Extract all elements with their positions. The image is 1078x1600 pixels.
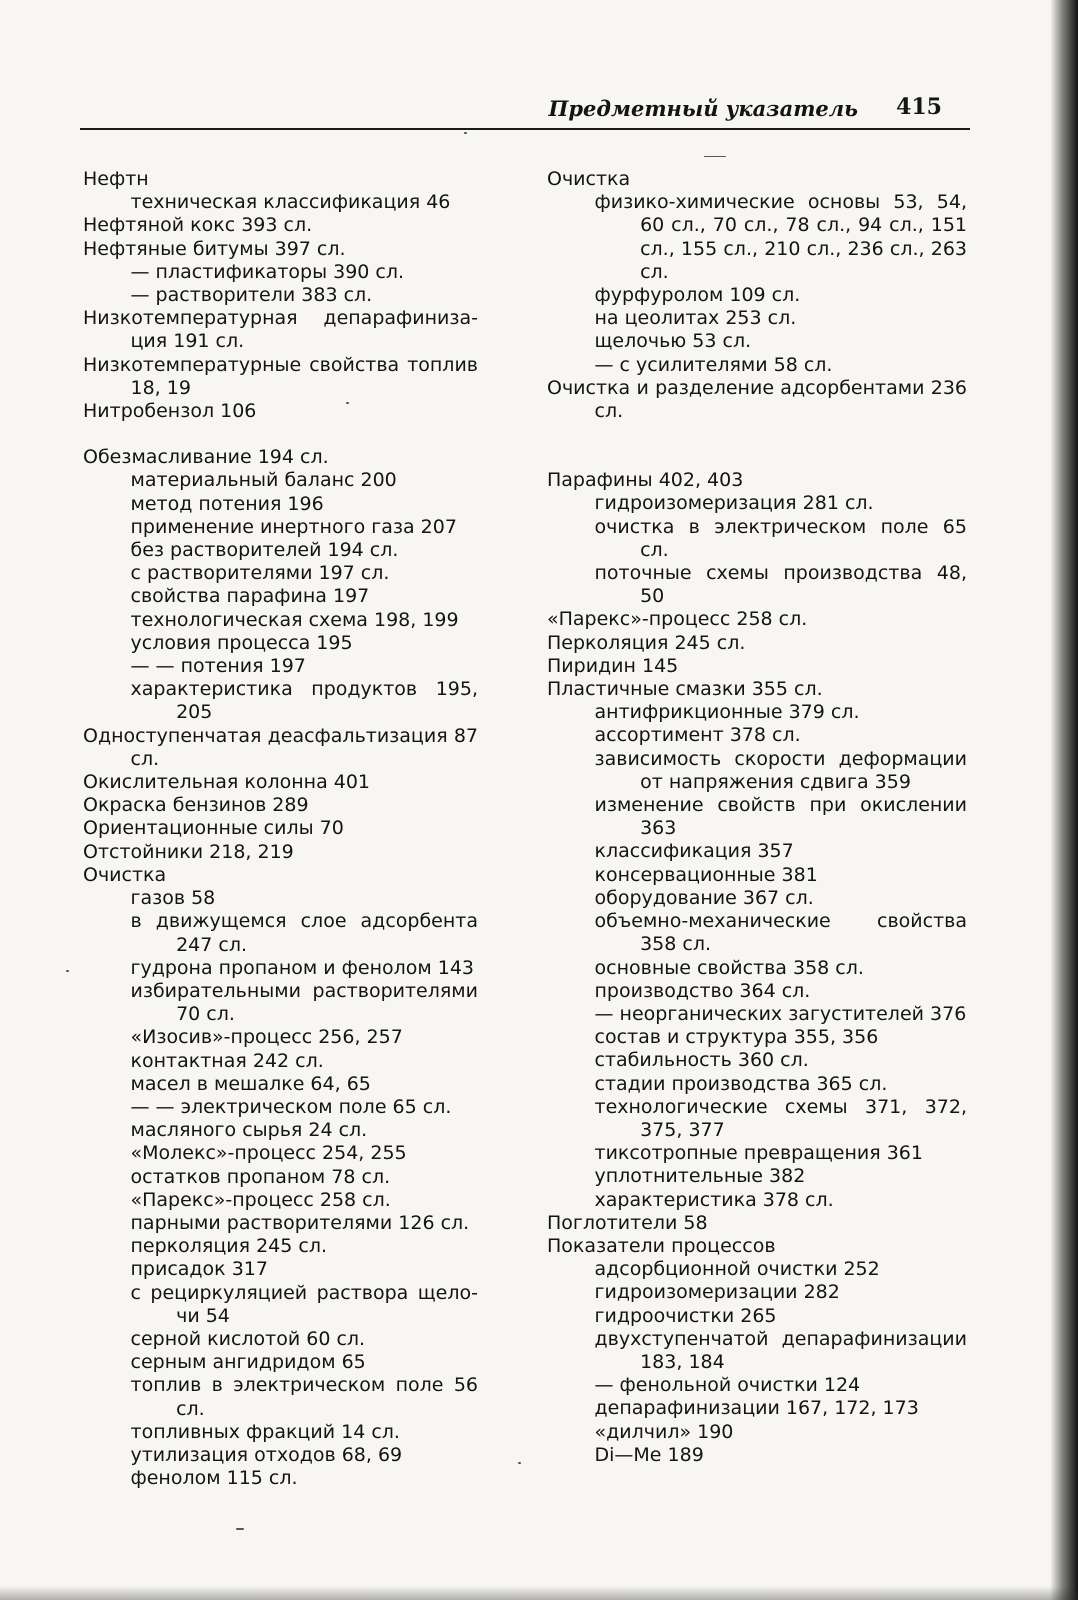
index-subentry: характеристика продуктов 195, 205 (130, 678, 478, 724)
index-subentry: утилизация отходов 68, 69 (130, 1443, 403, 1466)
index-subentry: уплотнительные 382 (594, 1165, 806, 1188)
index-subentry: стабильность 360 сл. (594, 1049, 809, 1072)
index-subentry: гидроизомеризация 281 сл. (594, 492, 874, 515)
index-subentry: масел в мешалке 64, 65 (130, 1072, 371, 1095)
index-heading: Показатели процессов (547, 1234, 776, 1257)
index-subentry: с растворителями 197 сл. (130, 562, 390, 585)
index-subentry: фенолом 115 сл. (130, 1467, 298, 1490)
index-subentry: «Парекс»-процесс 258 сл. (130, 1188, 391, 1211)
section-spacer (547, 423, 967, 469)
index-heading: Перколяция 245 сл. (547, 631, 746, 654)
scan-speck (66, 970, 69, 972)
index-subentry: контактная 242 сл. (130, 1049, 324, 1072)
index-subentry: с рециркуляцией раствора щелочи 54 (130, 1281, 478, 1327)
section-spacer (83, 423, 478, 446)
index-heading: Одноступенчатая деасфальтизация 87 сл. (83, 724, 478, 770)
index-subentry: применение инертного газа 207 (130, 515, 457, 538)
index-heading: Окраска бензинов 289 (83, 794, 309, 817)
index-subentry: перколяция 245 сл. (130, 1235, 328, 1258)
index-subentry: поточные схемы производства 48, 50 (594, 562, 967, 608)
index-heading: Очистка и разделение адсорбентами 236 сл. (547, 376, 967, 423)
index-subentry: присадок 317 (130, 1258, 268, 1281)
index-subentry: технологические схемы 371, 372, 375, 377 (594, 1095, 967, 1141)
index-subentry: классификация 357 (594, 840, 794, 863)
index-subentry: щелочью 53 сл. (594, 330, 752, 353)
index-subentry: антифрикционные 379 сл. (594, 701, 860, 724)
index-subentry: «дилчил» 190 (594, 1420, 734, 1443)
index-subentry: технологическая схема 198, 199 (130, 608, 459, 631)
index-heading: Низкотемпературные свойства топлив 18, 19 (83, 353, 478, 399)
scan-speck (518, 1462, 521, 1464)
index-subentry: серной кислотой 60 сл. (130, 1327, 366, 1350)
index-heading: Нефтяные битумы 397 сл. (83, 237, 346, 260)
index-subentry: парными растворителями 126 сл. (130, 1211, 470, 1234)
index-subentry: Di—Me 189 (594, 1443, 704, 1466)
index-subentry: двухступенчатой депарафинизации 183, 184 (594, 1327, 967, 1373)
page-number: 415 (896, 94, 942, 120)
index-subentry: тиксотропные превращения 361 (594, 1142, 923, 1165)
index-subentry: — растворители 383 сл. (130, 284, 373, 307)
index-subentry: ассортимент 378 сл. (594, 724, 801, 747)
index-subentry: объемно-механические свойства 358 сл. (594, 910, 967, 956)
index-subentry: метод потения 196 (130, 492, 324, 515)
index-heading: Нефтн (83, 168, 149, 190)
index-heading: Очистка (83, 863, 167, 886)
index-subentry: на цеолитах 253 сл. (594, 307, 797, 330)
index-subentry: — с усилителями 58 сл. (594, 353, 833, 376)
index-heading: Пиридин 145 (547, 654, 679, 677)
index-subentry: — — электрическом поле 65 сл. (130, 1095, 452, 1118)
scan-speck (346, 402, 349, 404)
index-heading: Ориентационные силы 70 (83, 817, 344, 840)
index-subentry: топливных фракций 14 сл. (130, 1420, 400, 1443)
index-heading: Поглотители 58 (547, 1211, 708, 1234)
index-subentry: — пластификаторы 390 сл. (130, 260, 405, 283)
index-subentry: основные свойства 358 сл. (594, 956, 864, 979)
page-edge-shadow (1050, 0, 1078, 1600)
index-subentry: адсорбционной очистки 252 (594, 1258, 880, 1281)
index-subentry: очистка в электрическом поле 65 сл. (594, 515, 967, 561)
index-heading: «Парекс»-процесс 258 сл. (547, 608, 808, 631)
index-column-left (83, 168, 478, 1490)
index-heading: Нитробензол 106 (83, 400, 257, 423)
index-heading: Низкотемпературная депарафинизация 191 сл. (83, 307, 478, 353)
index-column-right (547, 168, 967, 1467)
index-subentry: без растворителей 194 сл. (130, 539, 399, 562)
index-heading: Отстойники 218, 219 (83, 840, 294, 863)
scan-speck (236, 1528, 244, 1530)
index-heading: Парафины 402, 403 (547, 469, 744, 492)
index-subentry: «Изосив»-процесс 256, 257 (130, 1026, 403, 1049)
index-subentry: топлив в электрическом поле 56 сл. (130, 1374, 478, 1420)
index-heading: Нефтяной кокс 393 сл. (83, 214, 313, 237)
index-subentry: гудрона пропаном и фенолом 143 (130, 956, 475, 979)
index-subentry: масляного сырья 24 сл. (130, 1119, 368, 1142)
running-header (80, 94, 970, 130)
index-subentry: — неорганических загустителей 376 (594, 1002, 967, 1025)
index-subentry: материальный баланс 200 (130, 469, 397, 492)
index-subentry: техническая классификация 46 (130, 191, 451, 214)
index-subentry: избирательными растворителями 70 сл. (130, 979, 478, 1026)
index-subentry: «Молекс»-процесс 254, 255 (130, 1142, 407, 1165)
index-subentry: газов 58 (130, 887, 216, 910)
index-subentry: условия процесса 195 (130, 631, 353, 654)
index-subentry: физико-химические основы 53, 54, 60 сл., 70 сл., 78 сл., 94 сл., 151 сл., 155 сл., 210 сл., 236 сл., 263 сл. (594, 191, 967, 283)
index-subentry: фурфуролом 109 сл. (594, 284, 801, 307)
index-subentry: гидроизомеризации 282 (594, 1281, 840, 1304)
index-subentry: характеристика 378 сл. (594, 1188, 834, 1211)
index-subentry: производство 364 сл. (594, 979, 811, 1002)
index-subentry: серным ангидридом 65 (130, 1351, 366, 1374)
index-heading: Пластичные смазки 355 сл. (547, 678, 823, 701)
index-heading: Обезмасливание 194 сл. (83, 446, 329, 469)
index-subentry: консервационные 381 (594, 863, 818, 886)
index-subentry: — — потения 197 (130, 655, 306, 678)
index-subentry: свойства парафина 197 (130, 585, 370, 608)
scan-speck (464, 132, 467, 134)
index-subentry: стадии производства 365 сл. (594, 1072, 888, 1095)
running-header-title: Предметный указатель (548, 96, 858, 121)
index-heading: Окислительная колонна 401 (83, 771, 371, 794)
index-subentry: — фенольной очистки 124 (594, 1374, 861, 1397)
scan-speck (704, 156, 726, 157)
index-subentry: в движущемся слое адсорбента 247 сл. (130, 910, 478, 956)
index-subentry: остатков пропаном 78 сл. (130, 1165, 391, 1188)
index-subentry: депарафинизации 167, 172, 173 (594, 1397, 919, 1420)
index-heading: Очистка (547, 168, 631, 190)
index-subentry: гидроочистки 265 (594, 1304, 777, 1327)
index-subentry: зависимость скорости деформации от напряжения сдвига 359 (594, 747, 967, 793)
index-subentry: изменение свойств при окислении 363 (594, 794, 967, 840)
page-bottom-edge (0, 1586, 1078, 1600)
index-subentry: состав и структура 355, 356 (594, 1026, 879, 1049)
index-subentry: оборудование 367 сл. (594, 886, 814, 909)
